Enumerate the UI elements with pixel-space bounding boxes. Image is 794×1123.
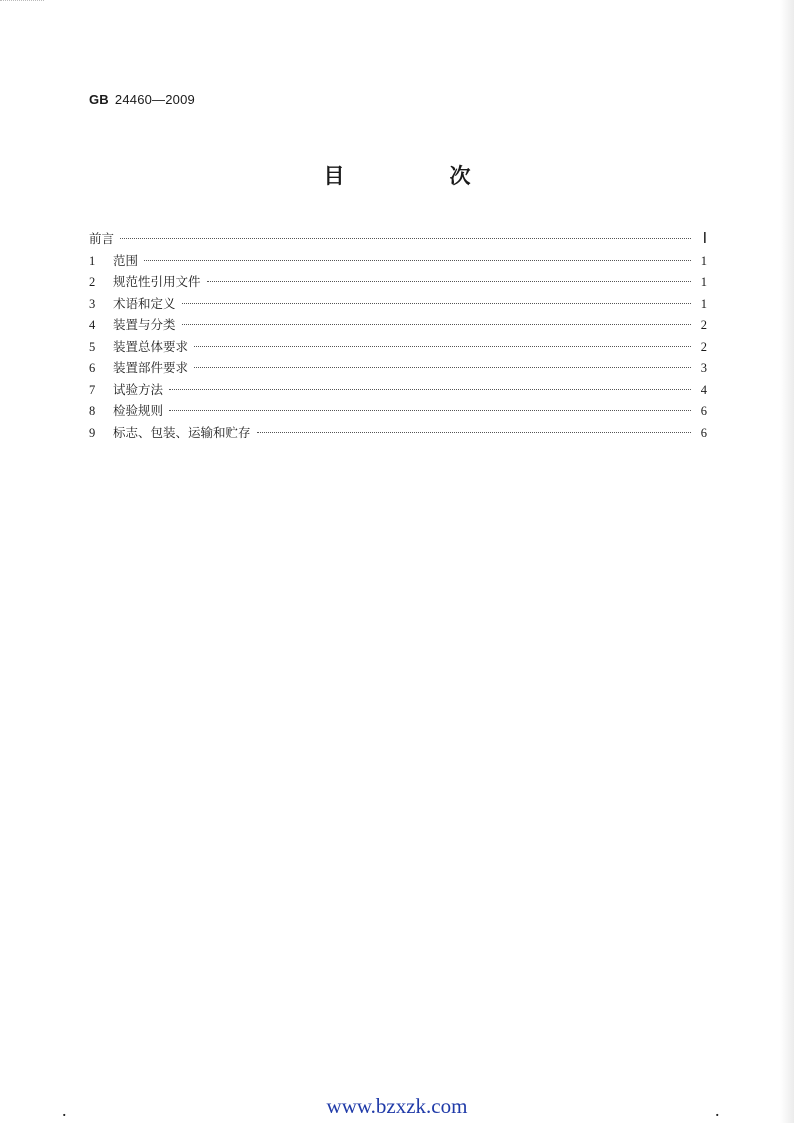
toc-entry-2[interactable]	[89, 271, 707, 293]
table-of-contents	[89, 228, 707, 443]
page-title: 目 次	[323, 164, 513, 188]
scan-edge-mark	[0, 0, 44, 3]
toc-entry-9[interactable]	[89, 422, 707, 444]
toc-entry-page: 4	[700, 382, 707, 397]
toc-entry-6[interactable]	[89, 357, 707, 379]
toc-entry-7[interactable]	[89, 379, 707, 401]
toc-entry-number: 8	[89, 404, 96, 418]
toc-dot-leader	[120, 238, 691, 239]
toc-entry-number: 4	[89, 318, 96, 332]
toc-entry-foreword[interactable]	[89, 228, 707, 250]
toc-entry-label: 术语和定义	[113, 295, 176, 311]
standard-number: 24460—2009	[114, 92, 195, 107]
toc-entry-label: 标志、包装、运输和贮存	[113, 424, 251, 440]
toc-dot-leader	[169, 410, 691, 411]
toc-dot-leader	[182, 303, 691, 304]
toc-entry-4[interactable]	[89, 314, 707, 336]
toc-dot-leader	[257, 432, 691, 433]
toc-entry-label: 规范性引用文件	[113, 274, 201, 289]
toc-entry-page: 2	[700, 318, 707, 332]
toc-entry-5[interactable]	[89, 336, 707, 358]
toc-entry-label: 前言	[89, 231, 115, 246]
toc-dot-leader	[194, 367, 691, 368]
toc-entry-number: 9	[89, 425, 96, 440]
toc-entry-label: 检验规则	[113, 403, 164, 418]
standard-code	[89, 92, 195, 107]
toc-dot-leader	[207, 281, 691, 282]
toc-entry-number: 6	[89, 361, 96, 375]
footer-right-mark: .	[715, 1100, 720, 1120]
toc-entry-page: 2	[700, 339, 707, 354]
footer-watermark-url: www.bzxzk.com	[326, 1094, 468, 1118]
toc-entry-page: 3	[700, 361, 707, 375]
toc-entry-page: 1	[700, 253, 707, 268]
toc-entry-page: 6	[700, 404, 707, 418]
scan-edge-shadow	[780, 0, 794, 1123]
toc-dot-leader	[144, 260, 691, 261]
toc-entry-number: 7	[89, 382, 96, 397]
toc-entry-number: 1	[89, 253, 96, 268]
toc-entry-number: 5	[89, 339, 96, 354]
toc-entry-8[interactable]	[89, 400, 707, 422]
toc-entry-label: 装置总体要求	[113, 338, 189, 354]
toc-entry-1[interactable]	[89, 250, 707, 272]
toc-dot-leader	[182, 324, 691, 325]
toc-dot-leader	[194, 346, 691, 347]
toc-entry-page: 1	[700, 296, 707, 311]
toc-entry-label: 装置与分类	[113, 317, 176, 332]
toc-entry-page: 6	[700, 425, 707, 440]
toc-dot-leader	[169, 389, 691, 390]
standard-prefix: GB	[89, 92, 109, 107]
toc-entry-page: Ⅰ	[702, 231, 707, 247]
footer-left-mark: .	[62, 1100, 67, 1120]
toc-entry-number: 2	[89, 275, 96, 289]
toc-entry-3[interactable]	[89, 293, 707, 315]
toc-entry-page: 1	[700, 275, 707, 289]
toc-entry-label: 范围	[113, 252, 139, 268]
toc-entry-label: 试验方法	[113, 381, 164, 397]
toc-entry-label: 装置部件要求	[113, 360, 189, 375]
toc-entry-number: 3	[89, 296, 96, 311]
